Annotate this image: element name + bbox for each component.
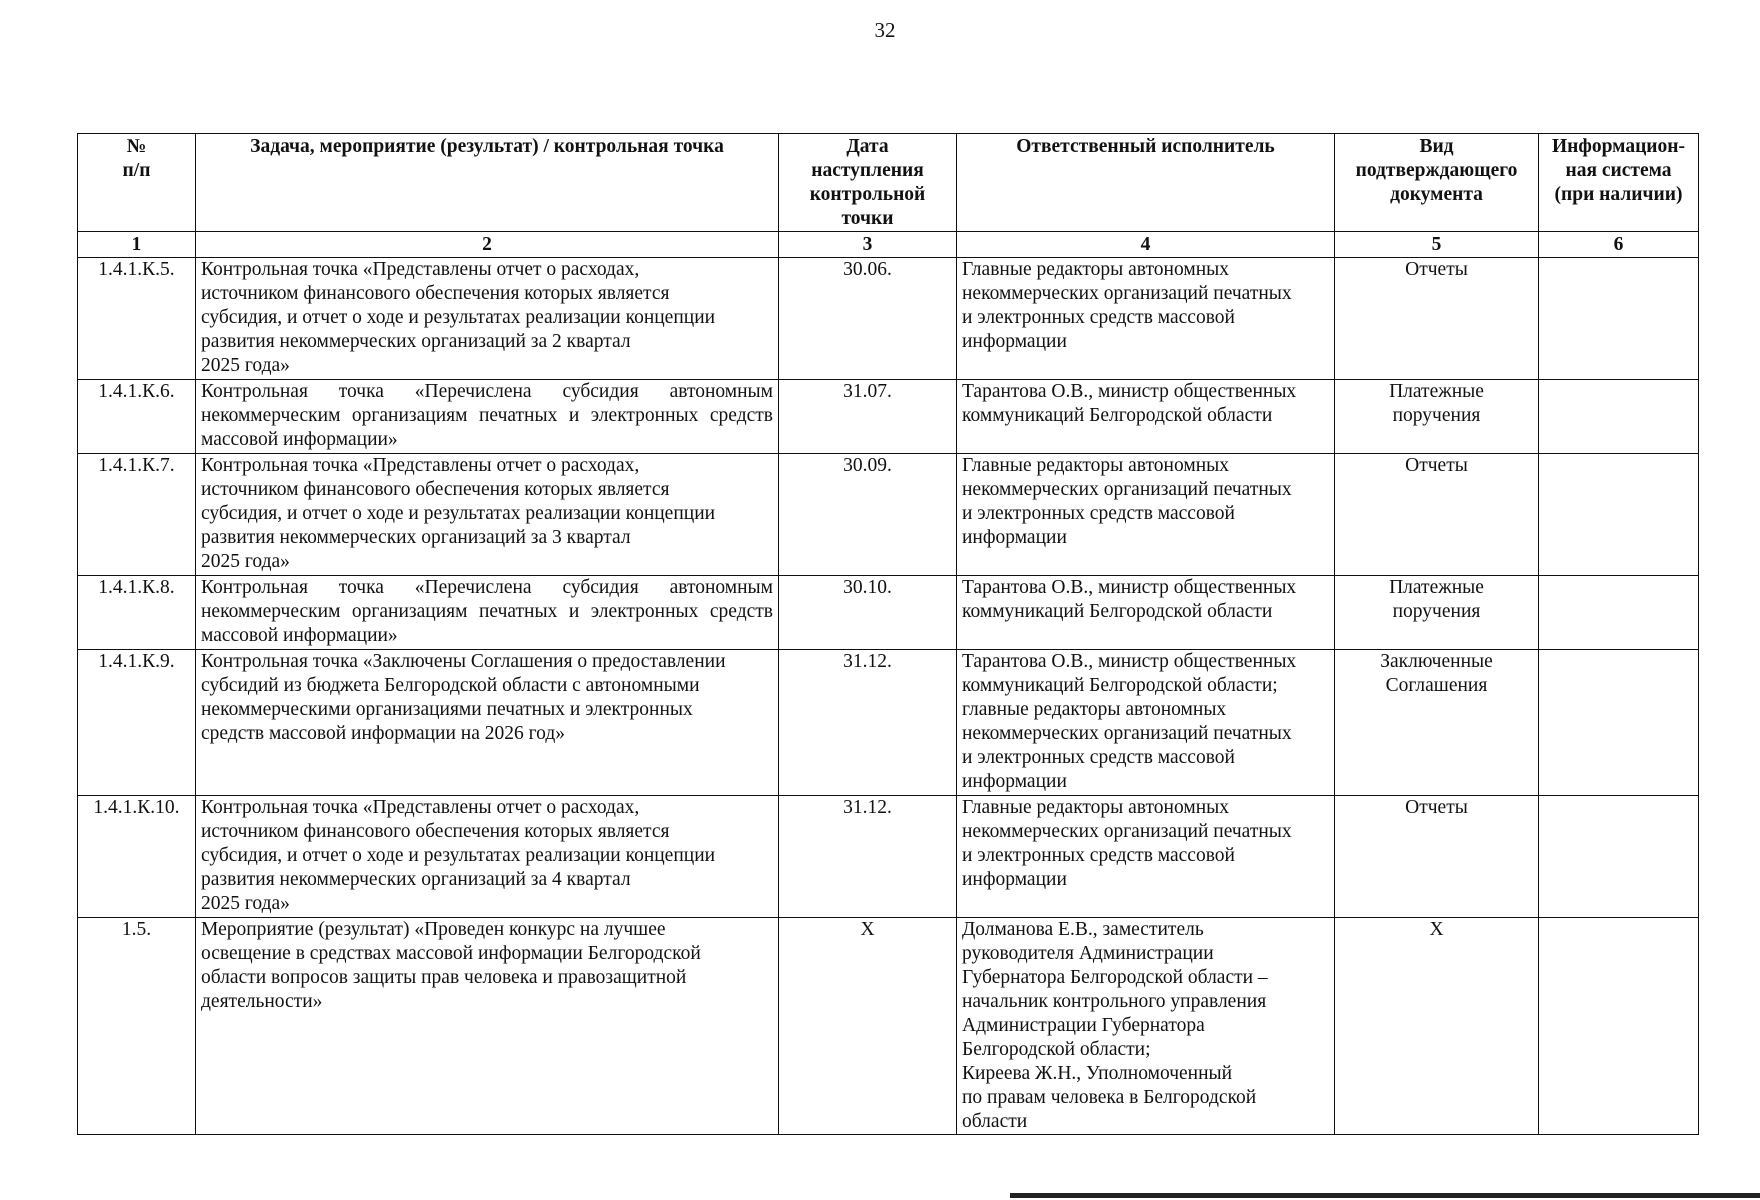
control-points-table bbox=[77, 133, 1699, 1135]
header-task: Задача, мероприятие (результат) / контрольная точка bbox=[196, 134, 779, 232]
row-date: X bbox=[779, 918, 957, 1135]
table-row bbox=[78, 380, 1699, 454]
row-document: Отчеты bbox=[1335, 454, 1539, 576]
column-numbers-row bbox=[78, 232, 1699, 258]
column-number: 6 bbox=[1539, 232, 1699, 258]
row-document: Платежные поручения bbox=[1335, 576, 1539, 650]
column-number: 1 bbox=[78, 232, 196, 258]
row-task: Мероприятие (результат) «Проведен конкурс на лучшее освещение в средствах массовой информации Белгородской области вопросов защиты прав человека и правозащитной деятельности» bbox=[196, 918, 779, 1135]
row-executor: Долманова Е.В., заместитель руководителя Администрации Губернатора Белгородской области – начальник контрольного управления Администрации Губернатора Белгородской области; Киреева Ж.Н., Уполномоченный по правам человека в Белгородской области bbox=[957, 918, 1335, 1135]
row-system bbox=[1539, 258, 1699, 380]
row-task: Контрольная точка «Перечислена субсидия автономным некоммерческим организациям печатных и электронных средств массовой информации» bbox=[196, 380, 779, 454]
row-executor: Главные редакторы автономных некоммерческих организаций печатных и электронных средств массовой информации bbox=[957, 454, 1335, 576]
row-task: Контрольная точка «Заключены Соглашения о предоставлении субсидий из бюджета Белгородской области с автономными некоммерческими организациями печатных и электронных средств массовой информации на 2026 год» bbox=[196, 650, 779, 796]
table-row bbox=[78, 454, 1699, 576]
row-number: 1.4.1.К.5. bbox=[78, 258, 196, 380]
header-executor: Ответственный исполнитель bbox=[957, 134, 1335, 232]
row-executor: Тарантова О.В., министр общественных коммуникаций Белгородской области; главные редакторы автономных некоммерческих организаций печатных и электронных средств массовой информации bbox=[957, 650, 1335, 796]
header-document: Вид подтверждающего документа bbox=[1335, 134, 1539, 232]
row-system bbox=[1539, 380, 1699, 454]
row-date: 30.10. bbox=[779, 576, 957, 650]
column-number: 2 bbox=[196, 232, 779, 258]
row-document: Заключенные Соглашения bbox=[1335, 650, 1539, 796]
column-number: 3 bbox=[779, 232, 957, 258]
row-system bbox=[1539, 650, 1699, 796]
column-number: 5 bbox=[1335, 232, 1539, 258]
table-row bbox=[78, 918, 1699, 1135]
table-row bbox=[78, 796, 1699, 918]
row-document: Платежные поручения bbox=[1335, 380, 1539, 454]
row-date: 31.12. bbox=[779, 796, 957, 918]
row-number: 1.4.1.К.7. bbox=[78, 454, 196, 576]
column-number: 4 bbox=[957, 232, 1335, 258]
row-executor: Главные редакторы автономных некоммерческих организаций печатных и электронных средств массовой информации bbox=[957, 258, 1335, 380]
row-task: Контрольная точка «Перечислена субсидия автономным некоммерческим организациям печатных и электронных средств массовой информации» bbox=[196, 576, 779, 650]
header-number: № п/п bbox=[78, 134, 196, 232]
page-number: 32 bbox=[874, 18, 896, 42]
table-row bbox=[78, 650, 1699, 796]
header-system: Информацион- ная система (при наличии) bbox=[1539, 134, 1699, 232]
scan-edge-line bbox=[1010, 1193, 1760, 1198]
row-number: 1.4.1.К.6. bbox=[78, 380, 196, 454]
row-task: Контрольная точка «Представлены отчет о расходах, источником финансового обеспечения которых является субсидия, и отчет о ходе и результатах реализации концепции развития некоммерческих организаций за 4 квартал 2025 года» bbox=[196, 796, 779, 918]
row-executor: Главные редакторы автономных некоммерческих организаций печатных и электронных средств массовой информации bbox=[957, 796, 1335, 918]
table-row bbox=[78, 258, 1699, 380]
row-date: 31.07. bbox=[779, 380, 957, 454]
row-task: Контрольная точка «Представлены отчет о расходах, источником финансового обеспечения которых является субсидия, и отчет о ходе и результатах реализации концепции развития некоммерческих организаций за 3 квартал 2025 года» bbox=[196, 454, 779, 576]
row-number: 1.5. bbox=[78, 918, 196, 1135]
row-document: Отчеты bbox=[1335, 796, 1539, 918]
row-executor: Тарантова О.В., министр общественных коммуникаций Белгородской области bbox=[957, 576, 1335, 650]
table-header-row bbox=[78, 134, 1699, 232]
header-date: Дата наступления контрольной точки bbox=[779, 134, 957, 232]
row-task: Контрольная точка «Представлены отчет о расходах, источником финансового обеспечения которых является субсидия, и отчет о ходе и результатах реализации концепции развития некоммерческих организаций за 2 квартал 2025 года» bbox=[196, 258, 779, 380]
row-number: 1.4.1.К.9. bbox=[78, 650, 196, 796]
row-document: X bbox=[1335, 918, 1539, 1135]
row-system bbox=[1539, 918, 1699, 1135]
row-date: 30.09. bbox=[779, 454, 957, 576]
row-number: 1.4.1.К.10. bbox=[78, 796, 196, 918]
row-number: 1.4.1.К.8. bbox=[78, 576, 196, 650]
row-system bbox=[1539, 454, 1699, 576]
row-system bbox=[1539, 796, 1699, 918]
row-executor: Тарантова О.В., министр общественных коммуникаций Белгородской области bbox=[957, 380, 1335, 454]
row-system bbox=[1539, 576, 1699, 650]
row-date: 30.06. bbox=[779, 258, 957, 380]
row-document: Отчеты bbox=[1335, 258, 1539, 380]
row-date: 31.12. bbox=[779, 650, 957, 796]
table-row bbox=[78, 576, 1699, 650]
